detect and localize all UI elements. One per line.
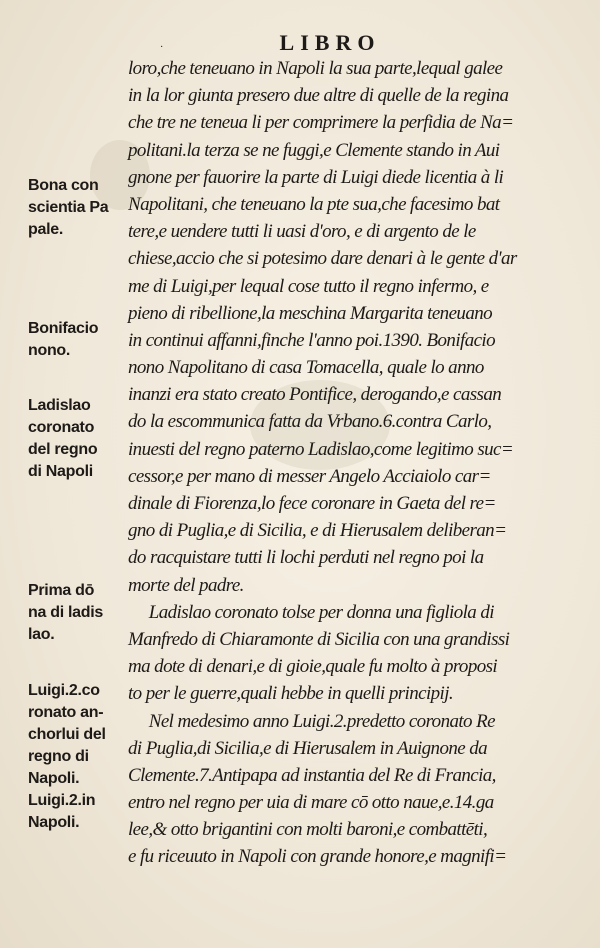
- text-line: me di Luigi,per lequal cose tutto il regno infermo, e: [128, 275, 489, 297]
- text-line: nono Napolitano di casa Tomacella, quale lo anno: [128, 357, 484, 379]
- margin-note-line: Napoli.: [28, 814, 80, 831]
- margin-note-luigi: [28, 680, 128, 834]
- margin-note-line: di Napoli: [28, 463, 93, 480]
- margin-note-line: chorlui del: [28, 726, 106, 743]
- margin-note-line: regno di: [28, 748, 89, 765]
- text-line: do la escommunica fatta da Vrbano.6.contra Carlo,: [128, 411, 492, 433]
- text-line: inanzi era stato creato Pontifice, derogando,e cassan: [128, 384, 502, 406]
- margin-note-line: Luigi.2.co: [28, 682, 100, 699]
- margin-note-line: Prima dō: [28, 582, 95, 599]
- margin-note-line: scientia Pa: [28, 199, 109, 216]
- text-line: dinale di Fiorenza,lo fece coronare in Gaeta del re=: [128, 493, 496, 514]
- page-header: LIBRO: [279, 30, 381, 55]
- margin-note-ladislao: [28, 395, 128, 483]
- margin-note-line: Bona con: [28, 177, 99, 194]
- margin-note-line: nono.: [28, 342, 71, 359]
- margin-note-line: del regno: [28, 441, 98, 458]
- margin-note-bona-conscientia: [28, 175, 128, 241]
- text-line: Napolitani, che teneuano la pte sua,che facesimo bat: [128, 193, 500, 215]
- text-line: chiese,accio che si potesimo dare denari à le gente d'ar: [128, 248, 517, 270]
- margin-note-line: Napoli.: [28, 770, 80, 787]
- text-line: e fu riceuuto in Napoli con grande honore,e magnifi=: [128, 846, 507, 868]
- text-line: loro,che teneuano in Napoli la sua parte,lequal galee: [128, 58, 503, 79]
- text-line: morte del padre.: [128, 574, 244, 596]
- text-line: cessor,e per mano di messer Angelo Acciaiolo car=: [128, 465, 491, 487]
- margin-note-line: ronato an-: [28, 704, 104, 721]
- text-line: politani.la terza se ne fuggi,e Clemente stando in Aui: [128, 139, 500, 161]
- text-line: in la lor giunta presero due altre di quelle de la regina: [128, 85, 509, 107]
- margin-note-line: na di ladis: [28, 604, 103, 621]
- text-line: to per le guerre,quali hebbe in quelli principij.: [128, 683, 454, 705]
- text-line: Clemente.7.Antipapa ad instantia del Re di Francia,: [128, 764, 496, 786]
- text-line: Ladislao coronato tolse per donna una figliola di: [128, 601, 494, 623]
- text-line: tere,e uendere tutti li uasi d'oro, e di argento de le: [128, 221, 476, 243]
- text-line: gnone per fauorire la parte di Luigi diede licentia à li: [128, 166, 504, 188]
- text-line: Nel medesimo anno Luigi.2.predetto coronato Re: [128, 710, 495, 732]
- text-line: Manfredo di Chiaramonte di Sicilia con una grandissi: [128, 628, 510, 650]
- margin-note-line: Bonifacio: [28, 320, 99, 337]
- margin-note-line: lao.: [28, 626, 55, 643]
- header-ornament: ·: [160, 42, 164, 53]
- margin-note-line: pale.: [28, 221, 63, 238]
- text-line: inuesti del regno paterno Ladislao,come legitimo suc=: [128, 438, 514, 460]
- text-line: ma dote di denari,e di gioie,quale fu molto à proposi: [128, 656, 498, 678]
- text-line: do racquistare tutti li lochi perduti nel regno poi la: [128, 547, 484, 569]
- margin-note-line: coronato: [28, 419, 95, 436]
- text-line: lee,& otto brigantini con molti baroni,e combattēti,: [128, 819, 488, 841]
- text-line: gno di Puglia,e di Sicilia, e di Hierusalem deliberan=: [128, 520, 507, 542]
- text-line: che tre ne teneua li per comprimere la perfidia de Na=: [128, 112, 514, 134]
- text-line: entro nel regno per uia di mare cō otto naue,e.14.ga: [128, 792, 494, 814]
- margin-note-bonifacio: [28, 318, 128, 362]
- margin-note-line: Luigi.2.in: [28, 792, 96, 809]
- main-text-block: [128, 55, 578, 871]
- margin-note-prima-donna: [28, 580, 128, 646]
- margin-note-line: Ladislao: [28, 397, 91, 414]
- text-line: di Puglia,di Sicilia,e di Hierusalem in Auignone da: [128, 737, 488, 759]
- text-line: pieno di ribellione,la meschina Margarita teneuano: [128, 302, 493, 324]
- text-line: in continui affanni,finche l'anno poi.1390. Bonifacio: [128, 329, 496, 351]
